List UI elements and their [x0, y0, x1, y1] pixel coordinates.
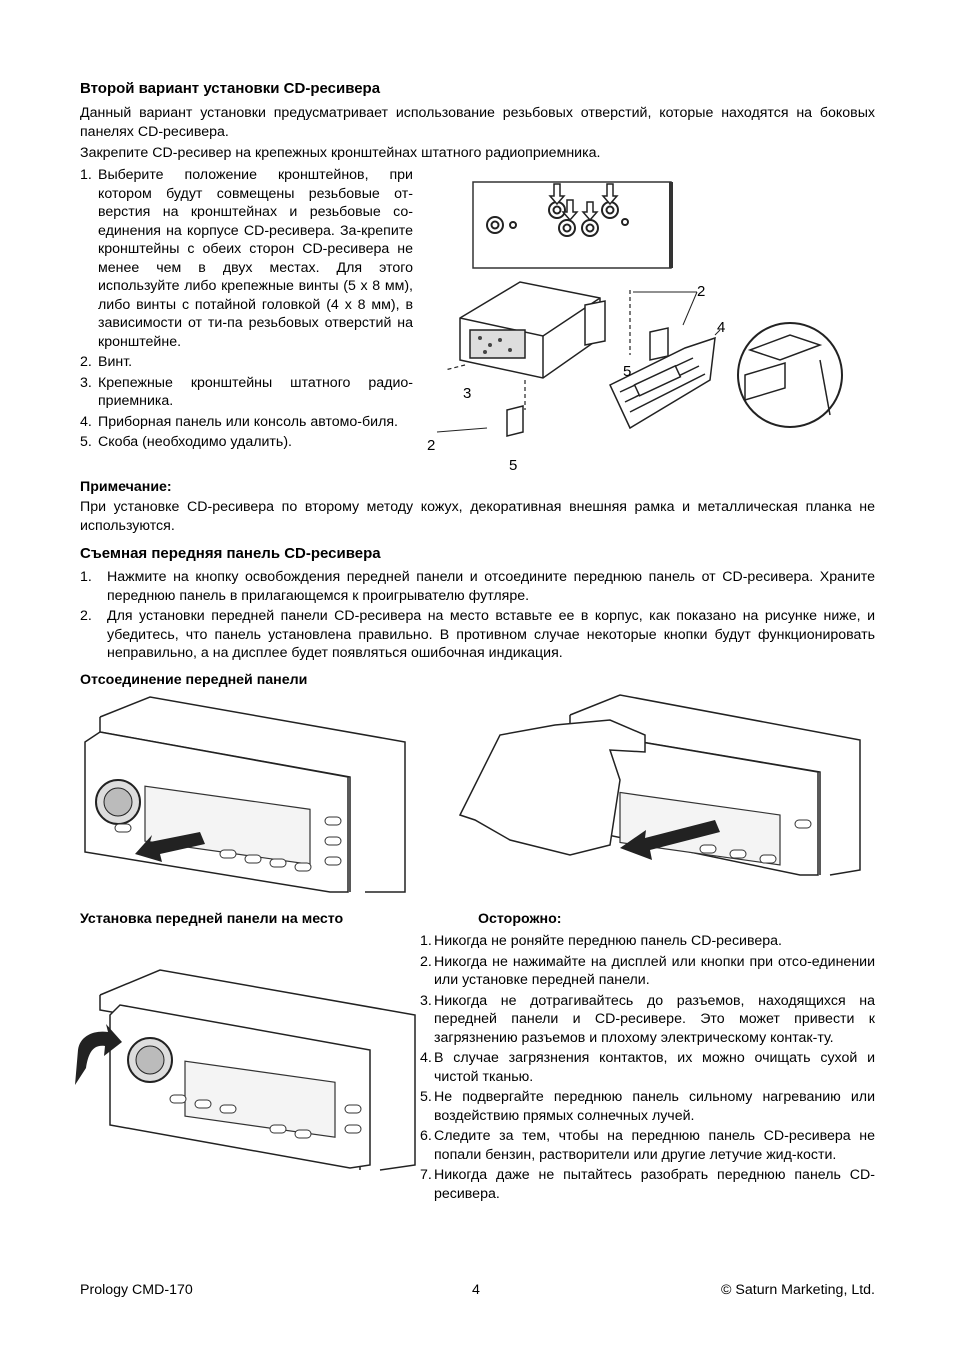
figure-label: 5 [623, 363, 632, 380]
list-item [80, 433, 413, 452]
list-text: Приборная панель или консоль автомо-биля. [98, 413, 398, 430]
list-item [80, 413, 413, 432]
list-text: Никогда не роняйте переднюю панель CD-ресивера. [434, 933, 782, 949]
figure-label: 5 [509, 457, 518, 474]
intro-paragraph: Данный вариант установки предусматривает использование резьбовых отверстий, которые находятся на боковых панелях CD-ресивера. [80, 105, 875, 140]
list-number: 7. [420, 1167, 432, 1183]
figure-label: 2 [427, 437, 436, 454]
list-number: 4. [420, 1050, 432, 1066]
list-number: 5. [80, 434, 92, 450]
footer-copyright: © Saturn Marketing, Ltd. [721, 1282, 875, 1298]
list-item [420, 1166, 875, 1203]
list-item [420, 992, 875, 1048]
section-title-faceplate: Съемная передняя панель CD-ресивера [80, 545, 381, 562]
list-item [420, 1127, 875, 1164]
note-label: Примечание: [80, 479, 172, 495]
list-item [80, 166, 413, 351]
section-title-install: Второй вариант установки CD-ресивера [80, 80, 381, 97]
detach-label: Отсоединение передней панели [80, 672, 308, 688]
note-text: При установке CD-ресивера по второму методу кожух, декоративная внешняя рамка и металлическая планка не используются. [80, 499, 875, 534]
page-number: 4 [472, 1282, 480, 1298]
detach-figure-right [460, 680, 880, 890]
list-text: Крепежные кронштейны штатного радио-приемника. [98, 374, 413, 409]
list-item [420, 1049, 875, 1086]
caution-label: Осторожно: [478, 911, 562, 927]
faceplate-list [80, 568, 875, 663]
list-text: Следите за тем, чтобы на переднюю панель CD-ресивера не попали бензин, растворители или другие летучие жид-кости. [434, 1128, 875, 1163]
list-text: Никогда не дотрагивайтесь до разъемов, находящихся на передней панели и CD-ресивере. Это может привести к загрязнению разъемов и плохому электрическому контак-ту. [434, 992, 875, 1046]
list-number: 2. [80, 354, 92, 370]
footer-model: Prology CMD-170 [80, 1282, 193, 1298]
list-text: В случае загрязнения контактов, их можно очищать сухой и чистой тканью. [434, 1050, 875, 1085]
list-text: Никогда не нажимайте на дисплей или кнопки при отсо-единении или установке передней панели. [434, 953, 875, 988]
list-number: 6. [420, 1128, 432, 1144]
figure-label: 2 [697, 283, 706, 300]
detach-figure-left [80, 692, 410, 902]
list-number: 2. [80, 608, 92, 624]
list-text: Винт. [98, 354, 133, 370]
figure-label: 3 [463, 385, 472, 402]
list-number: 3. [80, 374, 92, 391]
intro-paragraph-2: Закрепите CD-ресивер на крепежных кронштейнах штатного радиоприемника. [80, 145, 601, 161]
list-number: 5. [420, 1089, 432, 1105]
list-text: Никогда даже не пытайтесь разобрать переднюю панель CD-ресивера. [434, 1167, 875, 1202]
list-text: Выберите положение кронштейнов, при котором будут совмещены резьбовые от-верстия на кронштейнах и резьбовые со-единения на корпусе CD-ресивера. За-крепите кронштейны с обеих сторон CD-ресивера не менее чем в двух местах. Для этого используйте либо крепежные винты (5 x 8 мм), либо винты с потайной головкой (4 x 8 мм), в зависимости от ти-па резьбовых отверстий на кронштейне. [98, 167, 413, 350]
list-item [80, 607, 875, 663]
list-item [80, 568, 875, 605]
install-figure [70, 950, 415, 1190]
list-text: Не подвергайте переднюю панель сильному нагреванию или воздействию прямых солнечных лучей. [434, 1089, 875, 1124]
list-text: Скоба (необходимо удалить). [98, 434, 292, 450]
list-text: Нажмите на кнопку освобождения передней панели и отсоедините переднюю панель от CD-ресивера. Храните переднюю панель в прилагающемся к проигрывателю футляре. [107, 569, 875, 604]
list-number: 1. [420, 933, 432, 949]
list-item [80, 353, 413, 372]
list-item [420, 932, 875, 951]
list-number: 2. [420, 953, 432, 970]
install-label: Установка передней панели на место [80, 911, 344, 927]
caution-list [420, 932, 875, 1203]
list-item [420, 953, 875, 990]
installation-diagram [425, 170, 850, 475]
list-number: 4. [80, 413, 92, 430]
list-number: 1. [80, 569, 92, 585]
figure-label: 4 [717, 319, 726, 336]
list-number: 3. [420, 992, 432, 1009]
list-number: 1. [80, 167, 92, 183]
list-item [420, 1088, 875, 1125]
list-text: Для установки передней панели CD-ресивера на место вставьте ее в корпус, как показано на рисунке ниже, и убедитесь, что панель установлена правильно. В противном случае некоторые кнопки будут функционировать неправильно, а на дисплее будет появляться ошибочная индикация. [107, 608, 875, 661]
steps-list [80, 166, 413, 452]
list-item [80, 374, 413, 411]
